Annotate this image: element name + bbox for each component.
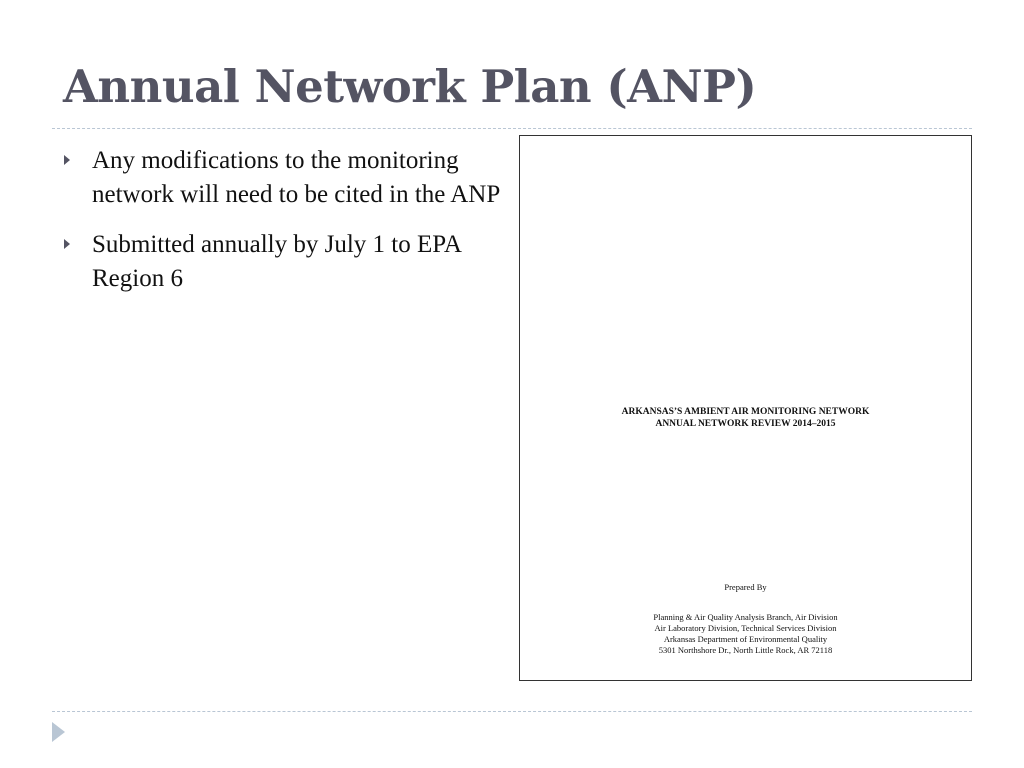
document-heading — [520, 406, 971, 430]
triangle-bullet-icon — [64, 155, 70, 165]
title-divider — [52, 128, 972, 129]
document-heading-line: ANNUAL NETWORK REVIEW 2014–2015 — [655, 419, 836, 429]
footer-divider — [52, 711, 972, 712]
document-prepared-by: Prepared By — [724, 582, 767, 592]
document-heading-line: ARKANSAS’S AMBIENT AIR MONITORING NETWORK — [621, 407, 870, 417]
document-address-line: Air Laboratory Division, Technical Services Division — [654, 623, 837, 633]
bullet-item — [62, 144, 512, 212]
slide-title: Annual Network Plan (ANP) — [63, 60, 757, 113]
triangle-bullet-icon — [64, 239, 70, 249]
next-slide-arrow-icon[interactable] — [52, 722, 65, 742]
bullet-item — [62, 228, 512, 296]
document-address-line: Planning & Air Quality Analysis Branch, Air Division — [653, 612, 838, 622]
document-address-line: 5301 Northshore Dr., North Little Rock, AR 72118 — [658, 645, 833, 655]
bullet-list — [62, 144, 512, 312]
bullet-text: Submitted annually by July 1 to EPA Region 6 — [92, 231, 461, 292]
bullet-text: Any modifications to the monitoring network will need to be cited in the ANP — [92, 147, 501, 208]
document-address-block — [520, 612, 971, 656]
document-address-line: Arkansas Department of Environmental Quality — [663, 634, 828, 644]
document-cover-image — [519, 135, 972, 681]
